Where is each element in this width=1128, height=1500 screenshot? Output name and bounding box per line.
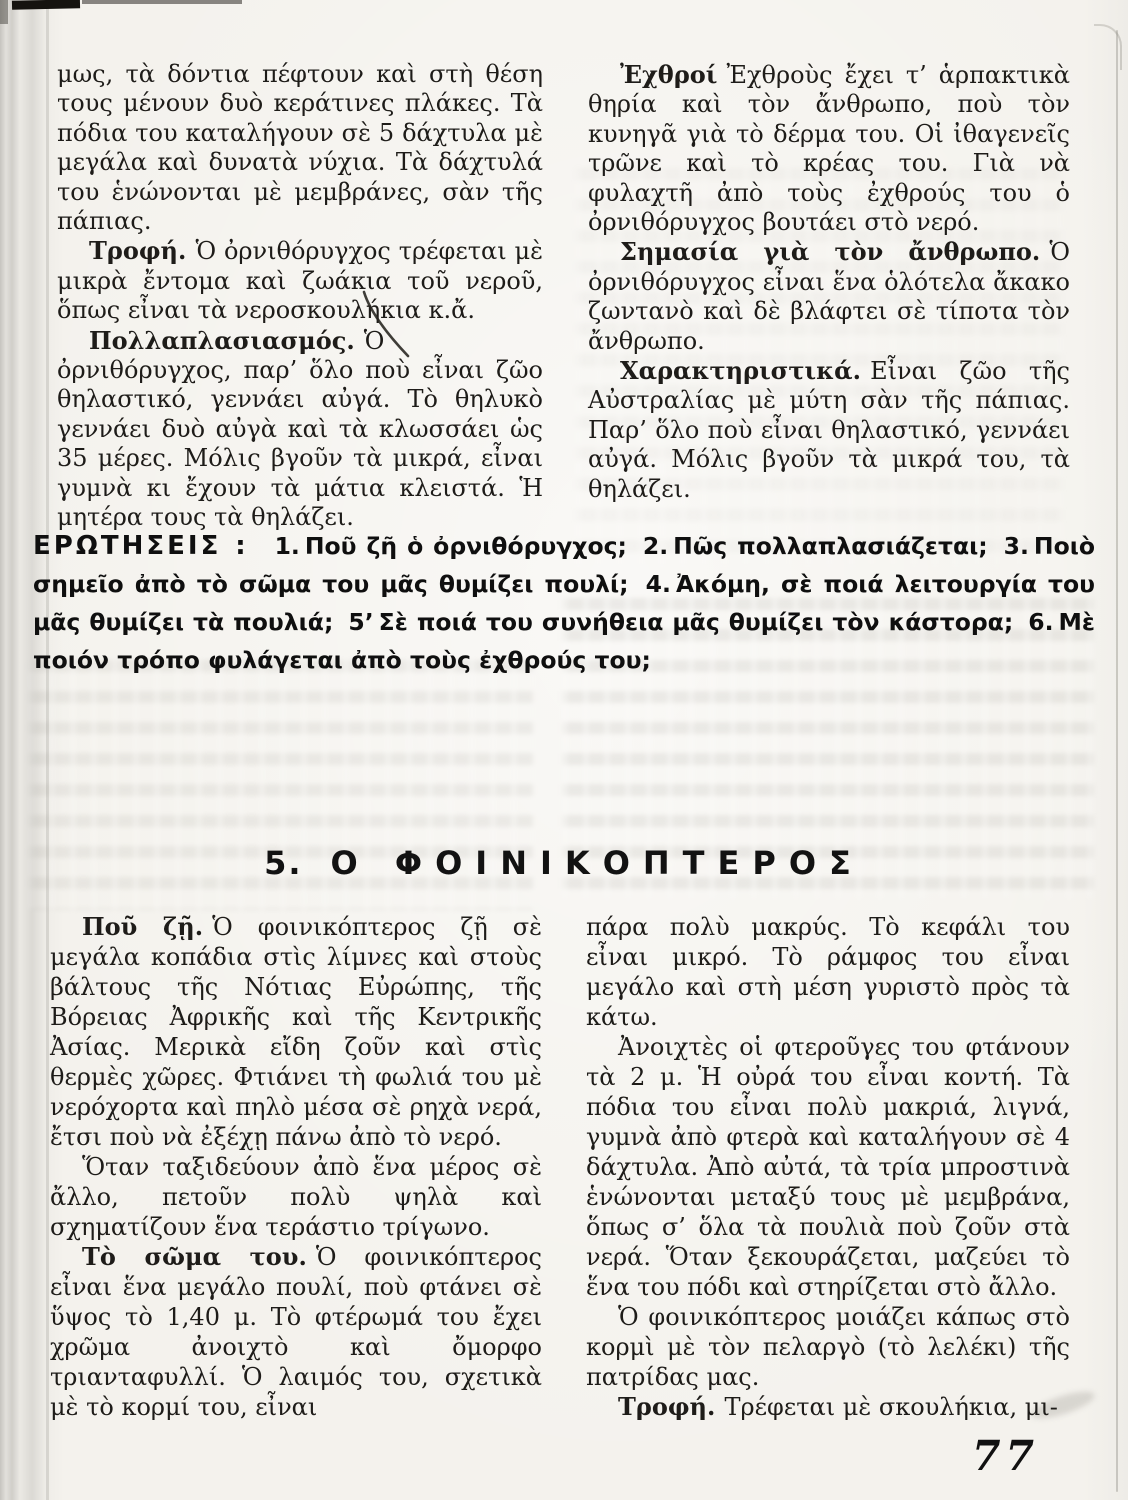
pen-stroke-artifact	[356, 288, 426, 364]
scan-artifact-corner	[0, 0, 8, 24]
question-number: 3.	[1003, 532, 1029, 560]
paragraph-text: Ἀνοιχτὲς οἱ φτεροῦγες του φτάνουν τὰ 2 μ. Ἡ οὐρά του εἶναι κοντή. Τὰ πόδια του εἶναι πολὺ μακριά, λιγνά, γυμνὰ ἀπὸ φτερὰ καὶ καταλήγουν σὲ 4 δάχτυλα. Ἀπὸ αὐτά, τὰ τρία μπροστινὰ ἑνώνονται μεταξύ τους μὲ μεμβράνα, ὅπως σ’ ὅλα τὰ πουλιὰ ποὺ ζοῦν στὰ νερά. Ὅταν ξεκουράζεται, μαζεύει τὸ ἕνα του πόδι καὶ στηρίζεται στὸ ἄλλο.	[586, 1033, 1070, 1301]
paragraph	[50, 912, 542, 1152]
paragraph-lead: Τροφή.	[89, 236, 187, 266]
platypus-right-column	[588, 60, 1070, 504]
question-item	[275, 532, 627, 560]
paragraph-text: Ὁ φοινικόπτερος ζῇ σὲ μεγάλα κοπάδια στὶς λίμνες καὶ στοὺς βάλτους τῆς Νότιας Εὐρώπης, τῆς Βόρειας Ἀφρικῆς καὶ τῆς Κεντρικῆς Ἀσίας. Μερικὰ εἴδη ζοῦν καὶ στὶς θερμὲς χῶρες. Φτιάνει τὴ φωλιά του μὲ νερόχορτα καὶ πηλὸ μέσα σὲ ρηχὰ νερά, ἔτσι ποὺ νὰ ἐξέχῃ πάνω ἀπὸ τὸ νερό.	[50, 913, 542, 1151]
paragraph	[586, 1032, 1070, 1302]
question-text: Ποῦ ζῆ ὁ ὀρνιθόρυγχος;	[304, 532, 627, 560]
question-number: 6.	[1028, 608, 1054, 636]
paragraph-text: Ὁ φοινικόπτερος εἶναι ἕνα μεγάλο πουλί, ποὺ φτάνει σὲ ὕψος τὸ 1,40 μ. Τὸ φτέρωμά του ἔχει χρῶμα ἀνοιχτὸ καὶ ὄμορφο τριανταφυλλί. Ὁ λαιμός του, σχετικὰ μὲ τὸ κορμί του, εἶναι	[50, 1243, 542, 1421]
platypus-left-column	[57, 60, 543, 533]
section-title: Ο ΦΟΙΝΙΚΟΠΤΕΡΟΣ	[330, 844, 864, 882]
paragraph	[588, 356, 1070, 504]
paragraph	[588, 60, 1070, 237]
questions-label: ΕΡΩΤΗΣΕΙΣ :	[33, 531, 249, 561]
section-heading	[0, 844, 1128, 882]
scan-artifact-top-edge	[82, 0, 242, 4]
question-text: Ποιὸ σημεῖο ἀπὸ τὸ σῶμα του μᾶς θυμίζει πουλί;	[33, 532, 1096, 598]
paragraph	[588, 237, 1070, 356]
paragraph-text: Ὁ φοινικόπτερος μοιάζει κάπως στὸ κορμὶ μὲ τὸν πελαργὸ (τὸ λελέκι) τῆς πατρίδας μας.	[586, 1303, 1070, 1391]
question-text: Σὲ ποιά του συνήθεια μᾶς θυμίζει τὸν κάστορα;	[378, 608, 1014, 636]
paragraph-text: Ἐχθροὺς ἔχει τ’ ἁρπακτικὰ θηρία καὶ τὸν ἄνθρωπο, ποὺ τὸν κυνηγᾶ γιὰ τὸ δέρμα του. Οἱ ἰθαγενεῖς τρῶνε καὶ τὸ κρέας του. Γιὰ νὰ φυλαχτῆ ἀπὸ τοὺς ἐχθρούς του ὁ ὀρνιθόρυγχος βουτάει στὸ νερό.	[588, 61, 1070, 237]
question-item	[348, 608, 1013, 636]
paragraph-lead: Ποῦ ζῇ.	[82, 912, 204, 941]
paragraph	[586, 1302, 1070, 1392]
paragraph	[57, 326, 543, 533]
question-number: 1.	[274, 532, 300, 560]
paragraph-lead: Πολλαπλασιασμός.	[89, 325, 355, 355]
question-text: Πῶς πολλαπλασιάζεται;	[673, 532, 988, 560]
paragraph-lead: Σημασία γιὰ τὸν ἄνθρωπο.	[620, 237, 1041, 267]
paragraph	[50, 1152, 542, 1242]
question-text: Ἀκόμη, σὲ ποιά λειτουργία του μᾶς θυμίζει τὰ πουλιά;	[33, 570, 1095, 636]
question-number: 2.	[642, 532, 669, 560]
paragraph	[50, 1242, 542, 1422]
questions-block	[33, 527, 1095, 679]
paragraph-lead: Ἐχθροί	[620, 60, 718, 89]
paragraph	[57, 60, 543, 236]
paragraph-text: Εἶναι ζῶο τῆς Αὐστραλίας μὲ μύτη σὰν τῆς πάπιας. Παρ’ ὅλο ποὺ εἶναι θηλαστικό, γεννάει αὐγά. Μόλις βγοῦν τὰ μικρά του, τὰ θηλάζει.	[588, 357, 1070, 503]
paragraph-lead: Χαρακτηριστικά.	[620, 356, 861, 386]
page-right-edge-line	[1116, 30, 1118, 1492]
question-number: 4.	[645, 570, 671, 598]
section-number: 5.	[264, 844, 303, 882]
paragraph-text: Ὁ ὀρνιθόρυγχος τρέφεται μὲ μικρὰ ἔντομα καὶ ζωάκια τοῦ νεροῦ, ὅπως εἶναι τὰ νεροσκουλήκια κ.ἄ.	[57, 237, 543, 325]
paragraph	[586, 912, 1070, 1032]
page-number: 77	[972, 1432, 1040, 1480]
paragraph-lead: Τροφή.	[618, 1392, 716, 1421]
flamingo-left-column	[50, 912, 542, 1422]
paragraph	[57, 236, 543, 325]
paragraph-text: πάρα πολὺ μακρύς. Τὸ κεφάλι του εἶναι μικρό. Τὸ ράμφος του εἶναι μεγάλο καὶ στὴ μέση γυριστὸ πρὸς τὰ κάτω.	[586, 913, 1070, 1031]
question-item	[643, 532, 988, 560]
question-text: Μὲ ποιόν τρόπο φυλάγεται ἀπὸ τοὺς ἐχθρούς του;	[33, 608, 1096, 674]
paragraph-text: Τρέφεται μὲ σκουλήκια, μι-	[724, 1393, 1058, 1421]
paragraph-text: Ὅταν ταξιδεύουν ἀπὸ ἕνα μέρος σὲ ἄλλο, πετοῦν πολὺ ψηλὰ καὶ σχηματίζουν ἕνα τεράστιο τρίγωνο.	[50, 1153, 542, 1241]
paragraph-text: Ὁ ὀρνιθόρυγχος, παρ’ ὅλο ποὺ εἶναι ζῶο θηλαστικό, γεννάει αὐγά. Τὸ θηλυκὸ γεννάει δυὸ αὐγὰ καὶ τὰ κλωσσάει ὡς 35 μέρες. Μόλις βγοῦν τὰ μικρά, εἶναι γυμνὰ κι ἔχουν τὰ μάτια κλειστά. Ἡ μητέρα τους τὰ θηλάζει.	[57, 326, 543, 532]
question-number: 5’	[348, 608, 374, 636]
paragraph-text: Ὁ ὀρνιθόρυγχος εἶναι ἕνα ὁλότελα ἄκακο ζωντανὸ καὶ δὲ βλάφτει σὲ τίποτα τὸν ἄνθρωπο.	[588, 238, 1070, 355]
scan-artifact-top-left	[12, 0, 80, 10]
paragraph-lead: Τὸ σῶμα του.	[82, 1242, 307, 1271]
paragraph	[586, 1392, 1070, 1422]
flamingo-right-column	[586, 912, 1070, 1422]
paragraph-text: μως, τὰ δόντια πέφτουν καὶ στὴ θέση τους μένουν δυὸ κεράτινες πλάκες. Τὰ πόδια του καταλήγουν σὲ 5 δάχτυλα μὲ μεγάλα καὶ δυνατὰ νύχια. Τὰ δάχτυλά του ἑνώνονται μὲ μεμβράνες, σὰν τῆς πάπιας.	[57, 60, 543, 236]
